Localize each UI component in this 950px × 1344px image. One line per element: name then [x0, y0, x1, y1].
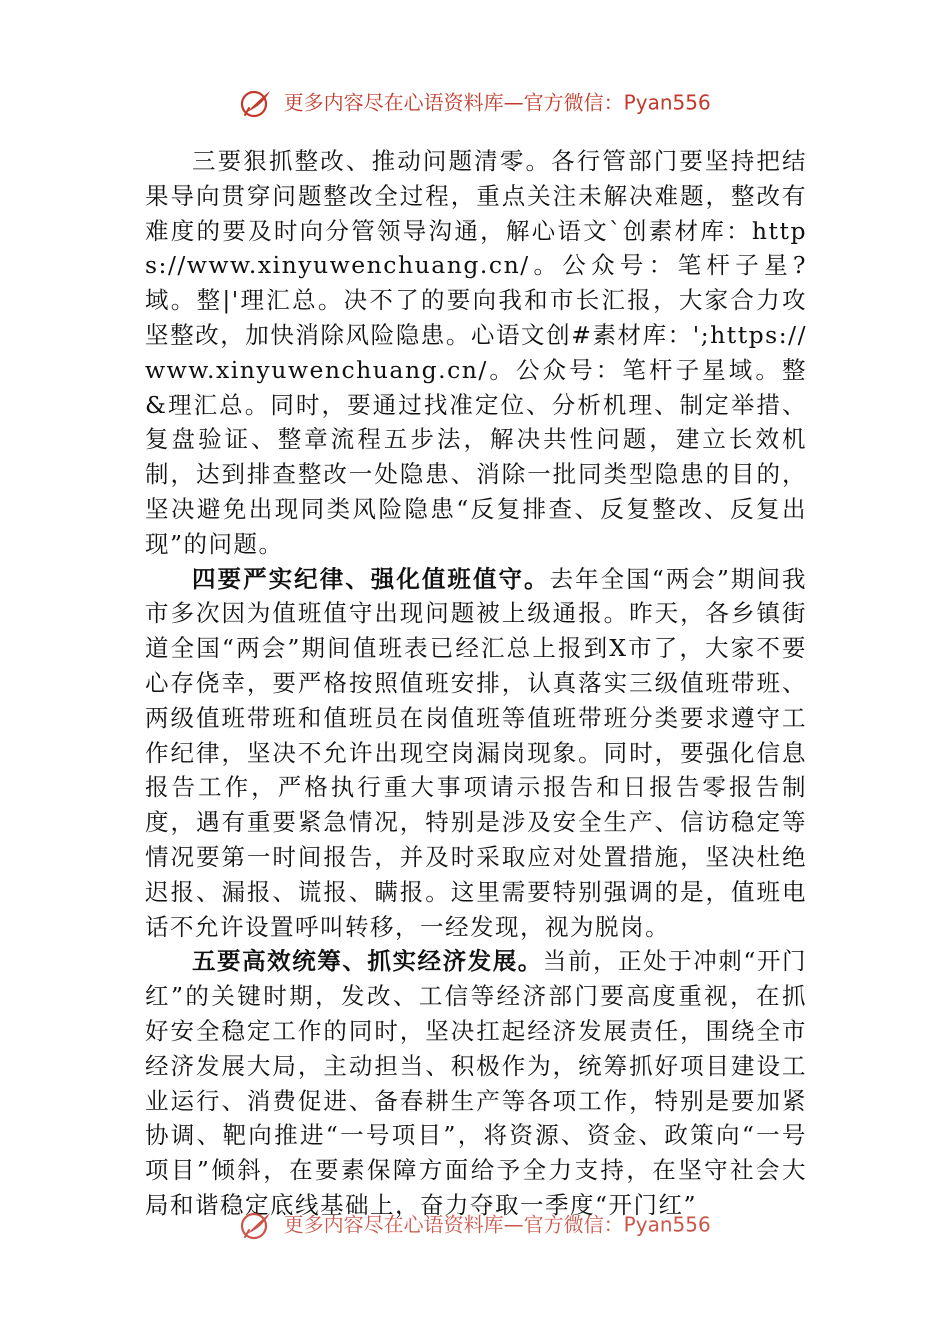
- paragraph-5: [145, 944, 807, 1222]
- quill-logo-icon: [239, 1210, 273, 1240]
- paragraph-5-text: 当前，正处于冲刺“开门红”的关键时期，发改、工信等经济部门要高度重视，在抓好安全稳定工作的同时，坚决扛起经济发展责任，围绕全市经济发展大局，主动担当、积极作为，统筹抓好项目建设工业运行、消费促进、备春耕生产等各项工作，特别是要加紧协调、靶向推进“一号项目”，将资源、资金、政策向“一号项目”倾斜，在要素保障方面给予全力支持，在坚守社会大局和谐稳定底线基础上，奋力夺取一季度“开门红”: [145, 947, 808, 1219]
- watermark-text: 更多内容尽在心语资料库—官方微信：Pyan556: [283, 90, 711, 115]
- paragraph-4-text: 去年全国“两会”期间我市多次因为值班值守出现问题被上级通报。昨天，各乡镇街道全国“两会”期间值班表已经汇总上报到X市了，大家不要心存侥幸，要严格按照值班安排，认真落实三级值班带班、两级值班带班和值班员在岗值班等值班带班分类要求遵守工作纪律，坚决不允许出现空岗漏岗现象。同时，要强化信息报告工作，严格执行重大事项请示报告和日报告零报告制度，遇有重要紧急情况，特别是涉及安全生产、信访稳定等情况要第一时间报告，并及时采取应对处置措施，坚决杜绝迟报、漏报、谎报、瞒报。这里需要特别强调的是，值班电话不允许设置呼叫转移，一经发现，视为脱岗。: [145, 564, 808, 941]
- watermark-text: 更多内容尽在心语资料库—官方微信：Pyan556: [283, 1212, 711, 1237]
- paragraph-5-heading: 五要高效统筹、抓实经济发展。: [192, 947, 543, 976]
- paragraph-3-text: 三要狠抓整改、推动问题清零。各行管部门要坚持把结果导向贯穿问题整改全过程，重点关注未解决难题，整改有难度的要及时向分管领导沟通，解心语文`创素材库：https://www.xinyuwenchuang.cn/。公众号：笔杆子星?域。整|'理汇总。决不了的要向我和市长汇报，大家合力攻坚整改，加快消除风险隐患。心语文创#素材库：';https://www.xinyuwenchuang.cn/。公众号：笔杆子星域。整&理汇总。同时，要通过找准定位、分析机理、制定举措、复盘验证、整章流程五步法，解决共性问题，建立长效机制，达到排查整改一处隐患、消除一批同类型隐患的目的，坚决避免出现同类风险隐患“反复排查、反复整改、反复出现”的问题。: [145, 147, 807, 558]
- footer-watermark: [0, 1208, 950, 1240]
- paragraph-3: [145, 144, 807, 562]
- header-watermark: [0, 86, 950, 118]
- body-text: [145, 144, 807, 1223]
- paragraph-4: [145, 562, 807, 945]
- paragraph-4-heading: 四要严实纪律、强化值班值守。: [192, 564, 550, 593]
- quill-logo-icon: [239, 88, 273, 118]
